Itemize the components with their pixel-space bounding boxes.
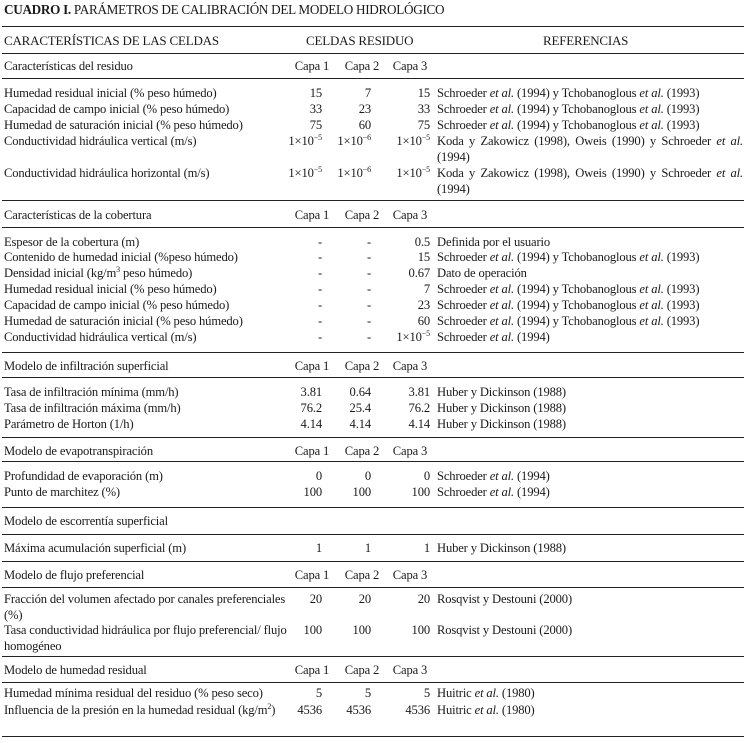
reference: Schroeder et al. (1994) <box>437 485 550 499</box>
layer-2-value: 60 <box>358 118 371 132</box>
layer-2-value: 4536 <box>346 703 371 717</box>
layer-1-value: 100 <box>303 623 322 637</box>
parameter-label: Contenido de humedad inicial (%peso húmedo) <box>4 250 238 264</box>
parameter-label: Máxima acumulación superficial (m) <box>4 541 186 555</box>
section-title: Modelo de escorrentía superficial <box>4 514 168 528</box>
layer-header-1: Capa 1 <box>294 568 330 582</box>
parameter-label: Humedad mínima residual del residuo (% peso seco) <box>4 686 263 700</box>
reference: Huber y Dickinson (1988) <box>437 385 566 399</box>
layer-header-3: Capa 3 <box>392 208 428 222</box>
layer-1-value: 75 <box>309 118 322 132</box>
layer-1-value: 15 <box>309 86 322 100</box>
table-number: CUADRO I. <box>4 2 71 17</box>
layer-3-value: 15 <box>417 86 430 100</box>
layer-3-value: 5 <box>423 686 430 700</box>
section-header-rule <box>2 227 744 228</box>
layer-3-value: 33 <box>417 102 430 116</box>
parameter-label: Humedad residual inicial (% peso húmedo) <box>4 282 217 296</box>
layer-1-value: - <box>317 282 322 296</box>
layer-1-value: - <box>317 235 322 249</box>
reference: Huber y Dickinson (1988) <box>437 401 566 415</box>
section-title: Características de la cobertura <box>4 208 152 222</box>
layer-3-value: 4.14 <box>408 417 430 431</box>
section-title: Modelo de flujo preferencial <box>4 568 145 582</box>
layer-3-value: 4536 <box>405 703 430 717</box>
section-header-rule <box>2 682 744 683</box>
parameter-label: Conductividad hidráulica horizontal (m/s) <box>4 166 210 180</box>
layer-2-value: 20 <box>358 592 371 606</box>
parameter-label: Humedad de saturación inicial (% peso húmedo) <box>4 118 243 132</box>
layer-3-value: 15 <box>417 250 430 264</box>
layer-header-3: Capa 3 <box>392 568 428 582</box>
layer-header-2: Capa 2 <box>344 568 380 582</box>
section-header-rule <box>2 587 744 588</box>
section-title: Modelo de evapotranspiración <box>4 444 153 458</box>
reference: Schroeder et al. (1994) y Tchobanoglous et al. (1993) <box>437 298 700 312</box>
parameter-label: Espesor de la cobertura (m) <box>4 235 140 249</box>
section-header-rule <box>2 534 744 535</box>
reference: Huitric et al. (1980) <box>437 703 535 717</box>
layer-2-value: 23 <box>358 102 371 116</box>
layer-header-3: Capa 3 <box>392 444 428 458</box>
parameter-label: Tasa conductividad hidráulica por flujo preferencial/ flujo homogéneo <box>4 623 287 653</box>
layer-2-value: 0 <box>364 469 371 483</box>
section-end-rule <box>2 507 744 508</box>
layer-3-value: 3.81 <box>408 385 430 399</box>
layer-3-value: $1\times 10^{-5}$ <box>396 329 430 344</box>
parameter-label: Parámetro de Horton (1/h) <box>4 417 134 431</box>
top-rule <box>2 26 744 27</box>
reference: Schroeder et al. (1994) y Tchobanoglous et al. (1993) <box>437 282 700 296</box>
layer-2-value: 100 <box>352 485 371 499</box>
reference: Dato de operación <box>437 266 527 280</box>
layer-3-value: 23 <box>417 298 430 312</box>
layer-2-value: 4.14 <box>349 417 371 431</box>
reference: Koda y Zakowicz (1998), Oweis (1990) y Schroeder et al. (1994) <box>437 166 743 196</box>
header-references: REFERENCIAS <box>543 33 629 48</box>
parameter-label: Tasa de infiltración mínima (mm/h) <box>4 385 179 399</box>
layer-header-1: Capa 1 <box>294 59 330 73</box>
table-caption: PARÁMETROS DE CALIBRACIÓN DEL MODELO HIDROLÓGICO <box>73 2 445 17</box>
reference: Huber y Dickinson (1988) <box>437 541 566 555</box>
layer-header-2: Capa 2 <box>344 359 380 373</box>
parameter-label: Humedad residual inicial (% peso húmedo) <box>4 86 217 100</box>
layer-3-value: $1\times 10^{-5}$ <box>396 133 430 148</box>
layer-header-2: Capa 2 <box>344 59 380 73</box>
section-end-rule <box>2 561 744 562</box>
layer-2-value: - <box>366 330 371 344</box>
section-title: Modelo de infiltración superficial <box>4 359 169 373</box>
parameter-label: Tasa de infiltración máxima (mm/h) <box>4 401 181 415</box>
layer-3-value: $1\times 10^{-5}$ <box>396 165 430 180</box>
layer-header-1: Capa 1 <box>294 444 330 458</box>
layer-1-value: 33 <box>309 102 322 116</box>
header-characteristics: CARACTERÍSTICAS DE LAS CELDAS <box>4 33 219 48</box>
parameter-label: Capacidad de campo inicial (% peso húmedo) <box>4 102 230 116</box>
header-cells: CELDAS RESIDUO <box>306 33 414 48</box>
layer-1-value: - <box>317 330 322 344</box>
layer-header-2: Capa 2 <box>344 663 380 677</box>
layer-1-value: 5 <box>315 686 322 700</box>
bottom-rule <box>2 736 744 737</box>
layer-2-value: 1 <box>364 541 371 555</box>
layer-2-value: - <box>366 235 371 249</box>
layer-1-value: - <box>317 266 322 280</box>
layer-header-2: Capa 2 <box>344 208 380 222</box>
layer-header-1: Capa 1 <box>294 359 330 373</box>
layer-2-value: - <box>366 298 371 312</box>
layer-1-value: 76.2 <box>300 401 322 415</box>
layer-3-value: 60 <box>417 314 430 328</box>
layer-2-value: 7 <box>364 86 371 100</box>
reference: Schroeder et al. (1994) y Tchobanoglous et al. (1993) <box>437 102 700 116</box>
layer-3-value: 100 <box>411 485 430 499</box>
layer-1-value: 1 <box>315 541 322 555</box>
reference: Schroeder et al. (1994) y Tchobanoglous et al. (1993) <box>437 314 700 328</box>
layer-3-value: 75 <box>417 118 430 132</box>
parameter-label: Punto de marchitez (%) <box>4 485 120 499</box>
reference: Rosqvist y Destouni (2000) <box>437 592 572 606</box>
parameter-label: Humedad de saturación inicial (% peso húmedo) <box>4 314 243 328</box>
layer-header-3: Capa 3 <box>392 359 428 373</box>
header-rule <box>2 53 744 54</box>
layer-3-value: 100 <box>411 623 430 637</box>
parameter-label: Conductividad hidráulica vertical (m/s) <box>4 330 197 344</box>
layer-2-value: $1\times 10^{-6}$ <box>337 133 371 148</box>
layer-header-3: Capa 3 <box>392 59 428 73</box>
layer-header-1: Capa 1 <box>294 663 330 677</box>
layer-3-value: 7 <box>423 282 430 296</box>
parameter-label: Profundidad de evaporación (m) <box>4 469 163 483</box>
layer-3-value: 0 <box>423 469 430 483</box>
reference: Koda y Zakowicz (1998), Oweis (1990) y Schroeder et al. (1994) <box>437 134 743 164</box>
reference: Schroeder et al. (1994) <box>437 330 550 344</box>
layer-2-value: 25.4 <box>349 401 371 415</box>
parameter-label: Conductividad hidráulica vertical (m/s) <box>4 134 197 148</box>
layer-1-value: $1\times 10^{-5}$ <box>288 165 322 180</box>
section-header-rule <box>2 461 744 462</box>
layer-header-1: Capa 1 <box>294 208 330 222</box>
layer-3-value: 0.5 <box>414 235 430 249</box>
layer-header-3: Capa 3 <box>392 663 428 677</box>
layer-1-value: - <box>317 298 322 312</box>
layer-2-value: - <box>366 250 371 264</box>
parameter-label: Densidad inicial ($kg/m^3$ peso húmedo) <box>4 265 193 280</box>
section-end-rule <box>2 656 744 657</box>
reference: Definida por el usuario <box>437 235 551 249</box>
layer-3-value: 1 <box>423 541 430 555</box>
layer-1-value: 0 <box>315 469 322 483</box>
layer-1-value: 4536 <box>297 703 322 717</box>
reference: Schroeder et al. (1994) y Tchobanoglous et al. (1993) <box>437 86 700 100</box>
layer-1-value: - <box>317 250 322 264</box>
layer-2-value: - <box>366 282 371 296</box>
section-title: Características del residuo <box>4 59 133 73</box>
reference: Schroeder et al. (1994) y Tchobanoglous et al. (1993) <box>437 118 700 132</box>
layer-2-value: 5 <box>364 686 371 700</box>
layer-1-value: 100 <box>303 485 322 499</box>
layer-3-value: 0.67 <box>408 266 430 280</box>
section-end-rule <box>2 352 744 353</box>
reference: Rosqvist y Destouni (2000) <box>437 623 572 637</box>
reference: Huitric et al. (1980) <box>437 686 535 700</box>
layer-1-value: - <box>317 314 322 328</box>
layer-2-value: 100 <box>352 623 371 637</box>
layer-2-value: - <box>366 314 371 328</box>
layer-1-value: 3.81 <box>300 385 322 399</box>
layer-1-value: $1\times 10^{-5}$ <box>288 133 322 148</box>
parameter-label: Capacidad de campo inicial (% peso húmedo) <box>4 298 230 312</box>
section-header-rule <box>2 377 744 378</box>
layer-2-value: 0.64 <box>349 385 371 399</box>
parameter-label: Influencia de la presión en la humedad residual $(kg/m^2)$ <box>4 702 276 717</box>
layer-1-value: 4.14 <box>300 417 322 431</box>
parameter-label: Fracción del volumen afectado por canales preferenciales (%) <box>4 592 286 622</box>
section-end-rule <box>2 200 744 201</box>
section-end-rule <box>2 437 744 438</box>
table-title <box>4 2 444 18</box>
reference: Huber y Dickinson (1988) <box>437 417 566 431</box>
layer-3-value: 76.2 <box>408 401 430 415</box>
layer-1-value: 20 <box>309 592 322 606</box>
section-header-rule <box>2 78 744 79</box>
layer-3-value: 20 <box>417 592 430 606</box>
layer-2-value: $1\times 10^{-6}$ <box>337 165 371 180</box>
layer-2-value: - <box>366 266 371 280</box>
reference: Schroeder et al. (1994) y Tchobanoglous et al. (1993) <box>437 250 700 264</box>
section-title: Modelo de humedad residual <box>4 663 147 677</box>
layer-header-2: Capa 2 <box>344 444 380 458</box>
reference: Schroeder et al. (1994) <box>437 469 550 483</box>
